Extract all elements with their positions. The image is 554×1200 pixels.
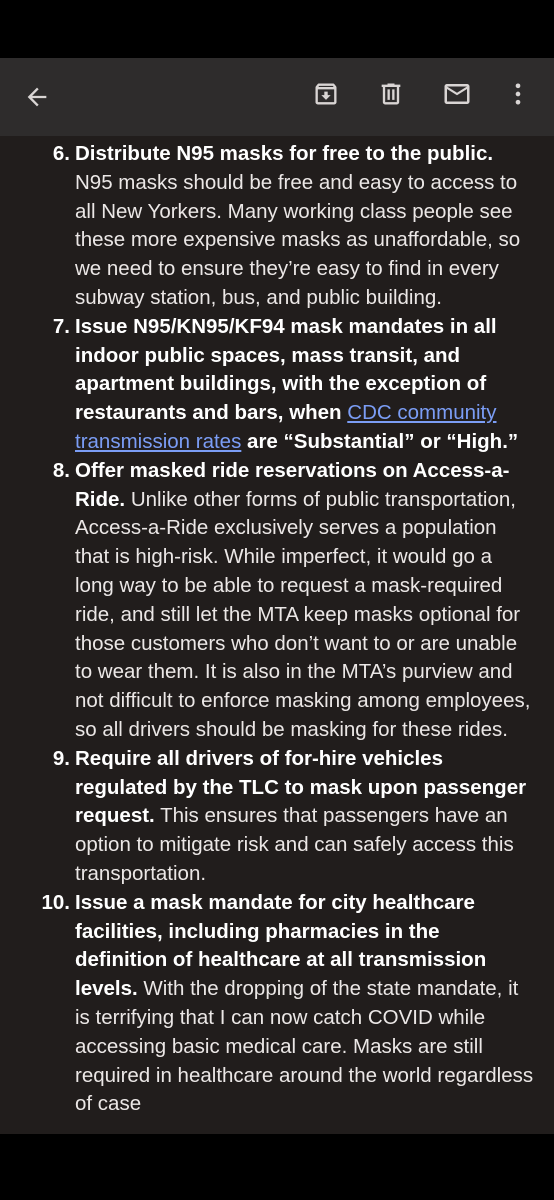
- item-number: 7.: [52, 314, 70, 338]
- item-number: 9.: [52, 746, 70, 770]
- demands-list: [0, 140, 554, 1119]
- more-options-button[interactable]: [496, 72, 540, 116]
- item-lead: Offer masked ride reservations on Access-a-Ride.: [75, 458, 510, 511]
- arrow-left-icon: [23, 83, 51, 111]
- list-item: [0, 889, 554, 1119]
- item-body: With the dropping of the state mandate, it is terrifying that I can now catch COVID while accessing basic medical care. Masks are still required in healthcare around the world regardless of case: [75, 977, 534, 1116]
- list-item: [0, 313, 554, 457]
- list-item: [0, 140, 554, 313]
- bottom-system-bar: [0, 1134, 554, 1200]
- item-number: 6.: [52, 142, 70, 165]
- archive-button[interactable]: [304, 72, 348, 116]
- archive-icon: [312, 80, 340, 108]
- item-body: Unlike other forms of public transportation, Access-a-Ride exclusively serves a population that is high-risk. While imperfect, it would go a long way to be able to request a mask-required ride, and still let the MTA keep masks optional for those customers who don’t want to or are unable to wear them. It is also in the MTA’s purview and not difficult to enforce masking among employees, so all drivers should be masking for these rides.: [75, 487, 531, 741]
- envelope-icon: [442, 79, 472, 109]
- item-lead: Distribute N95 masks for free to the public.: [75, 142, 494, 165]
- list-item: [0, 745, 554, 889]
- item-lead: Issue a mask mandate for city healthcare facilities, including pharmacies in the definition of healthcare at all transmission levels.: [75, 890, 487, 1001]
- delete-button[interactable]: [369, 72, 413, 116]
- item-lead: Require all drivers of for-hire vehicles regulated by the TLC to mask upon passenger request.: [75, 746, 527, 828]
- item-body: This ensures that passengers have an option to mitigate risk and can safely access this transportation.: [75, 804, 514, 885]
- item-number: 8.: [52, 458, 70, 482]
- cdc-transmission-link[interactable]: CDC community transmission rates: [75, 401, 497, 453]
- email-toolbar: [0, 58, 554, 136]
- list-item: [0, 457, 554, 745]
- email-body: [0, 136, 554, 1134]
- back-button[interactable]: [15, 75, 59, 119]
- item-number: 10.: [41, 890, 70, 914]
- more-vertical-icon: [504, 80, 532, 108]
- item-lead-continued: are “Substantial” or “High.”: [241, 429, 519, 453]
- item-lead: Issue N95/KN95/KF94 mask mandates in all indoor public spaces, mass transit, and apartment buildings, with the exception of restaurants and bars, when: [75, 314, 497, 425]
- trash-icon: [377, 80, 405, 108]
- item-body: N95 masks should be free and easy to access to all New Yorkers. Many working class people see these more expensive masks as unaffordable, so we need to ensure they’re easy to find in every subway station, bus, and public building.: [75, 170, 521, 309]
- mark-unread-button[interactable]: [435, 72, 479, 116]
